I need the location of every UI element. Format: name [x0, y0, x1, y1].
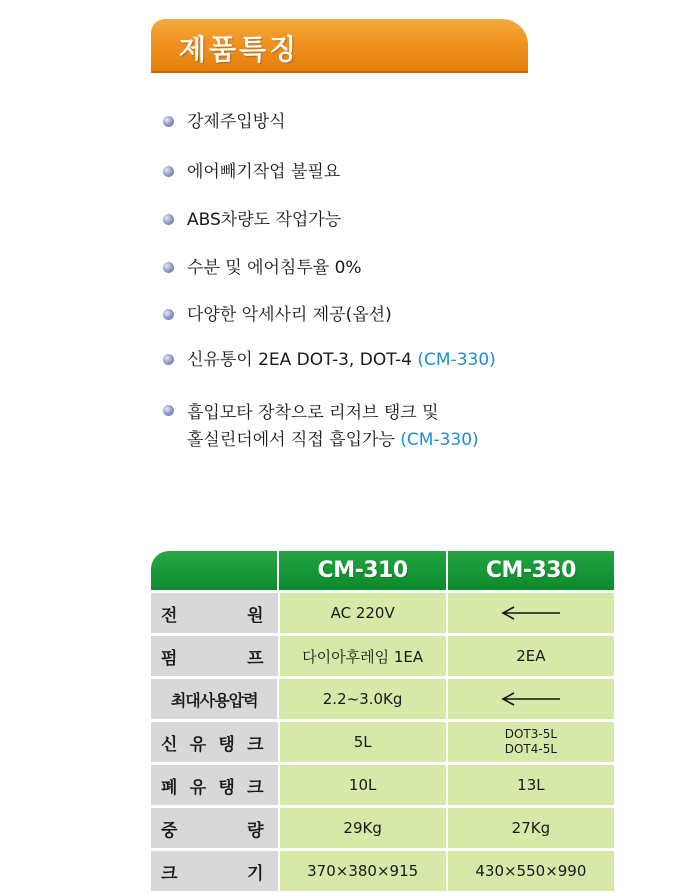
feature-text: 에어빼기작업 불필요	[187, 162, 341, 182]
spec-label-char: 탱	[218, 777, 235, 798]
spec-value-cm310: 2.2~3.0Kg	[279, 679, 445, 719]
spec-value-cm310: 다이아후레임 1EA	[280, 636, 446, 676]
spec-label	[151, 851, 278, 891]
spec-value-line: DOT3-5L	[504, 727, 558, 741]
model-note: (CM-330)	[400, 430, 479, 450]
feature-text: 다양한 악세사리 제공(옵션)	[187, 305, 392, 325]
feature-item	[163, 349, 496, 371]
spec-header-corner	[151, 551, 277, 590]
spec-label-char: 기	[247, 863, 264, 884]
left-arrow-icon	[500, 606, 562, 620]
circle-bullet-icon	[163, 166, 174, 177]
spec-label-char: 유	[189, 777, 207, 798]
spec-row	[151, 636, 614, 676]
model-note: (CM-330)	[417, 350, 496, 370]
feature-item	[163, 209, 341, 231]
circle-bullet-icon	[163, 405, 174, 416]
spec-value-cm310: 5L	[280, 722, 446, 762]
spec-label-char: 유	[189, 734, 207, 755]
spec-value-cm330: 13L	[448, 765, 614, 805]
feature-text-line-2	[187, 427, 479, 454]
spec-row	[151, 808, 614, 848]
spec-row	[151, 679, 614, 719]
spec-label	[151, 636, 278, 676]
circle-bullet-icon	[163, 262, 174, 273]
feature-item	[163, 161, 340, 183]
spec-label	[151, 722, 278, 762]
spec-value-cm330: 430×550×990	[448, 851, 614, 891]
spec-value-cm330: 2EA	[448, 636, 614, 676]
feature-item	[163, 400, 479, 454]
spec-value-line: DOT4-5L	[504, 742, 558, 756]
section-banner	[151, 19, 528, 71]
spec-value-cm330	[448, 593, 614, 633]
spec-label-char: 최대사용압력	[170, 690, 258, 710]
feature-text: 수분 및 에어침투율 0%	[187, 258, 362, 278]
feature-text: ABS차량도 작업가능	[187, 210, 342, 230]
circle-bullet-icon	[163, 116, 174, 127]
section-title: 제품특징	[179, 33, 300, 66]
spec-table	[151, 551, 614, 894]
feature-text: 강제주입방식	[187, 112, 286, 132]
column-header-cm330: CM-330	[448, 551, 614, 590]
spec-label-char: 탱	[218, 734, 235, 755]
feature-item	[163, 304, 392, 326]
feature-text-main: 홀실린더에서 직접 흡입가능	[187, 430, 401, 450]
spec-row	[151, 722, 614, 762]
spec-value-cm310: 10L	[280, 765, 446, 805]
spec-rows	[151, 593, 614, 891]
spec-label-char: 프	[247, 648, 264, 669]
feature-item	[163, 257, 362, 279]
circle-bullet-icon	[163, 309, 174, 320]
spec-value-cm310: 370×380×915	[280, 851, 446, 891]
feature-text: 흡입모타 장착으로 리저브 탱크 및	[187, 403, 439, 423]
spec-label-char: 전	[161, 605, 178, 626]
spec-value-cm310: 29Kg	[280, 808, 446, 848]
spec-label	[151, 593, 278, 633]
circle-bullet-icon	[163, 354, 174, 365]
spec-row	[151, 851, 614, 891]
spec-label-char: 원	[247, 605, 264, 626]
spec-label-char: 량	[247, 820, 264, 841]
spec-label	[151, 765, 278, 805]
feature-item	[163, 111, 286, 133]
feature-text-main: 신유통이 2EA DOT-3, DOT-4	[187, 350, 418, 370]
spec-label-char: 크	[247, 734, 264, 755]
spec-value-cm330	[448, 679, 614, 719]
left-arrow-icon	[500, 692, 562, 706]
spec-label	[151, 679, 277, 719]
circle-bullet-icon	[163, 214, 174, 225]
spec-row	[151, 593, 614, 633]
column-header-cm310: CM-310	[279, 551, 445, 590]
spec-label	[151, 808, 278, 848]
spec-header-row	[151, 551, 614, 590]
spec-label-char: 신	[161, 734, 178, 755]
spec-label-char: 크	[247, 777, 264, 798]
spec-label-char: 폐	[161, 777, 178, 798]
spec-value-cm330	[448, 722, 614, 762]
spec-label-char: 중	[161, 820, 178, 841]
spec-label-char: 크	[161, 863, 178, 884]
spec-row	[151, 765, 614, 805]
spec-value-cm310: AC 220V	[280, 593, 446, 633]
spec-label-char: 펌	[161, 648, 178, 669]
spec-value-cm330: 27Kg	[448, 808, 614, 848]
feature-text	[187, 349, 496, 371]
